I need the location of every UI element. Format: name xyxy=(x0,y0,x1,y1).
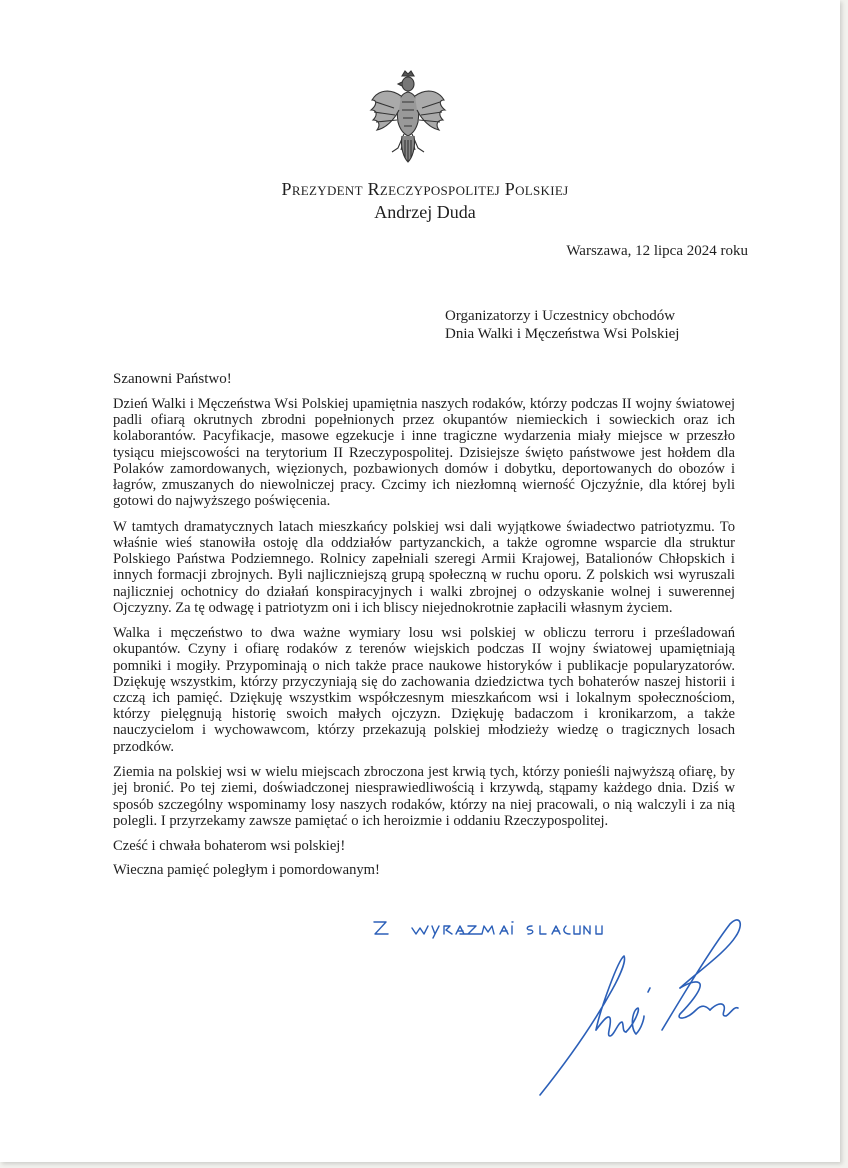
body-paragraph-4: Ziemia na polskiej wsi w wielu miejscach zbroczona jest krwią tych, którzy ponieśli najwyższą ofiarę, by jej bronić. Po tej ziemi, doświadczonej niesprawiedliwością i krzywdą, stąpamy każdego dnia. Dziś w sposób szczególny wspominamy losy naszych rodaków, którzy na niej pracowali, o nią walczyli i za nią polegli. I przyrzekamy zawsze pamiętać o ich heroizmie i oddaniu Rzeczypospolitej. xyxy=(113,764,735,829)
salutation: Szanowni Państwo! xyxy=(113,371,232,387)
letterhead-name: Andrzej Duda xyxy=(374,202,476,222)
body-paragraph-3: Walka i męczeństwo to dwa ważne wymiary losu wsi polskiej w obliczu terroru i prześladowań okupantów. Czyny i ofiarę rodaków z terenów wiejskich podczas II wojny światowej upamiętniają pomniki i mogiły. Przypominają o nich także prace naukowe historyków i publikacje popularyzatorów. Dziękuję wszystkim, którzy przyczyniają się do zachowania dziedzictwa tych bohaterów naszej historii i czczą ich pamięć. Dziękuję wszystkim współczesnym mieszkańcom wsi i lokalnym społecznościom, którzy pielęgnują historię swoich małych ojczyzn. Dziękuję badaczom i kronikarzom, a także nauczycielom i wychowawcom, którzy przekazują polskiej młodzieży wiedzę o tragicznych losach przodków. xyxy=(113,625,735,755)
letterhead xyxy=(200,178,650,224)
closing-line-2: Wieczna pamięć poległym i pomordowanym! xyxy=(113,862,380,879)
handwritten-signature xyxy=(530,910,780,1110)
addressee xyxy=(445,307,679,343)
addressee-line-1: Organizatorzy i Uczestnicy obchodów xyxy=(445,308,676,324)
body-paragraph-2: W tamtych dramatycznych latach mieszkańcy polskiej wsi dali wyjątkowe świadectwo patriotyzmu. To właśnie wieś stanowiła ostoję dla oddziałów partyzanckich, a także ogromne wsparcie dla struktur Polskiego Państwa Podziemnego. Rolnicy zapełniali szeregi Armii Krajowej, Batalionów Chłopskich i innych formacji zbrojnych. Byli najliczniejszą grupą społeczną w ruchu oporu. Z polskich wsi wyruszali najliczniej ochotnicy do działań konspiracyjnych i walki zbrojnej o odzyskanie wolnej i suwerennej Ojczyzny. Za tę odwagę i patriotyzm oni i ich bliscy niejednokrotnie zapłacili własnym życiem. xyxy=(113,518,735,616)
letter-date: Warszawa, 12 lipca 2024 roku xyxy=(566,243,748,259)
closing-line-1: Cześć i chwała bohaterom wsi polskiej! xyxy=(113,838,346,855)
letterhead-title: Prezydent Rzeczypospolitej Polskiej xyxy=(281,179,569,199)
polish-eagle-icon xyxy=(368,68,448,164)
letter-body xyxy=(113,389,735,887)
body-paragraph-1: Dzień Walki i Męczeństwa Wsi Polskiej upamiętnia naszych rodaków, którzy podczas II wojny światowej padli ofiarą okrutnych zbrodni popełnionych przez okupantów niemieckich i sowieckich oraz ich kolaborantów. Pacyfikacje, masowe egzekucje i inne tragiczne wydarzenia miały miejsce w przeszło tysiącu miejscowości na terytorium II Rzeczypospolitej. Dzisiejsze święto państwowe jest hołdem dla Polaków zamordowanych, więzionych, pozbawionych domów i dobytku, deportowanych do obozów i łagrów, zmuszanych do niewolniczej pracy. Czcimy ich niezłomną wierność Ojczyźnie, dla której byli gotowi do najwyższego poświęcenia. xyxy=(113,396,735,510)
addressee-line-2: Dnia Walki i Męczeństwa Wsi Polskiej xyxy=(445,326,680,342)
